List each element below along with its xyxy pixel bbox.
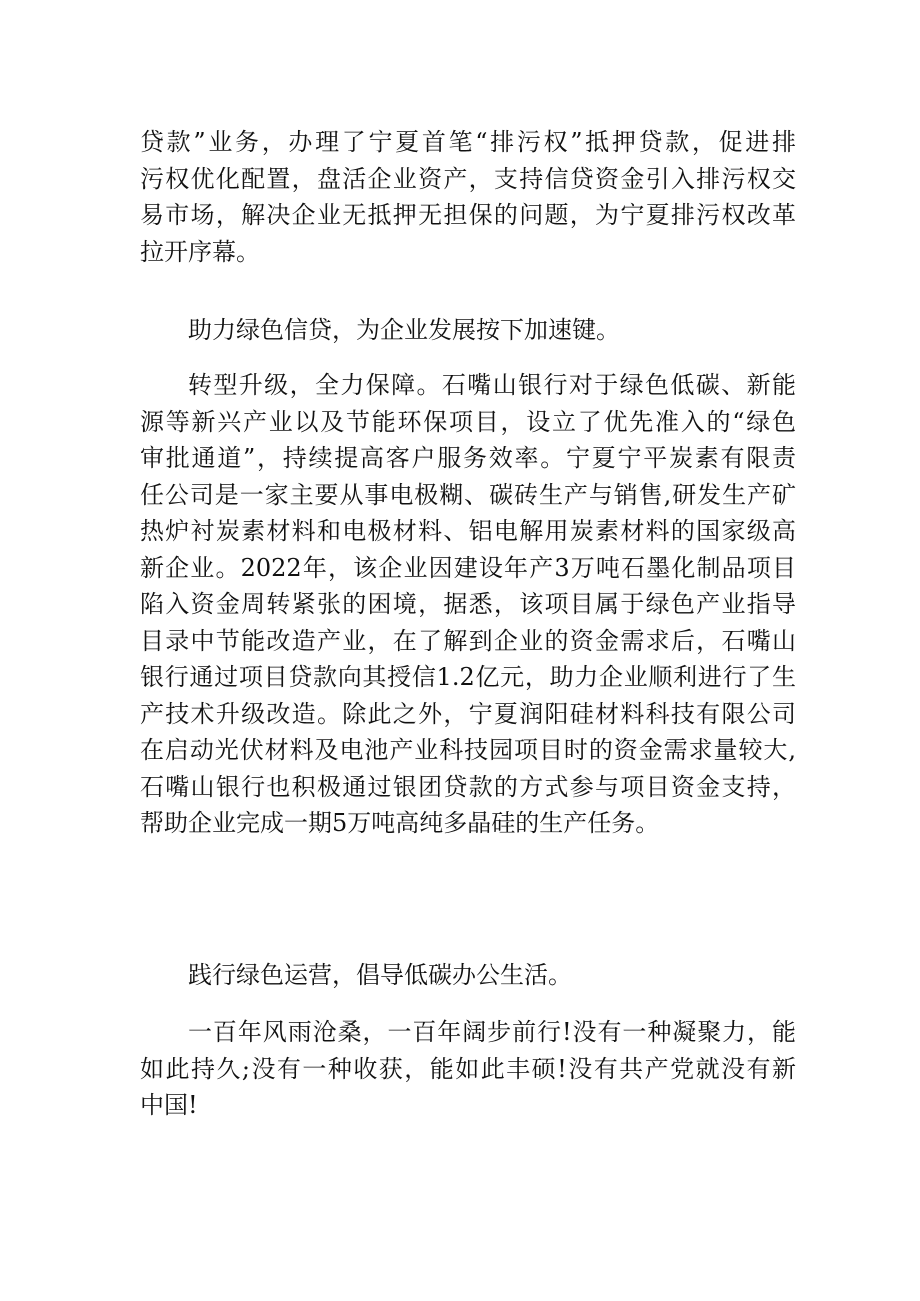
paragraph-line: 践行绿色运营，倡导低碳办公生活。 [188, 961, 572, 989]
paragraph-line: 易市场，解决企业无抵押无担保的问题，为宁夏排污权改革 [140, 201, 796, 229]
paragraph-line: 石嘴山银行也积极通过银团贷款的方式参与项目资金支持， [140, 772, 796, 801]
paragraph-line: 产技术升级改造。除此之外，宁夏润阳硅材料科技有限公司 [140, 699, 796, 728]
paragraph-4 [140, 957, 796, 994]
paragraph-line: 转型升级，全力保障。石嘴山银行对于绿色低碳、新能 [188, 371, 796, 399]
paragraph-line: 贷款”业务，办理了宁夏首笔“排污权”抵押贷款，促进排 [140, 128, 796, 156]
paragraph-5 [140, 1014, 796, 1124]
paragraph-1 [140, 124, 796, 270]
paragraph-line: 在启动光伏材料及电池产业科技园项目时的资金需求量较大, [140, 736, 796, 764]
paragraph-line: 助力绿色信贷，为企业发展按下加速键。 [188, 316, 620, 344]
paragraph-2 [140, 312, 796, 349]
paragraph-line: 污权优化配置，盘活企业资产，支持信贷资金引入排污权交 [140, 164, 796, 193]
paragraph-line: 一百年风雨沧桑，一百年阔步前行!没有一种凝聚力，能 [188, 1018, 796, 1046]
paragraph-3 [140, 367, 796, 842]
paragraph-line: 拉开序幕。 [140, 237, 260, 266]
paragraph-line: 热炉衬炭素材料和电极材料、铝电解用炭素材料的国家级高 [140, 517, 796, 545]
paragraph-line: 银行通过项目贷款向其授信1.2亿元，助力企业顺利进行了生 [140, 663, 796, 691]
paragraph-line: 中国! [140, 1091, 198, 1119]
paragraph-line: 陷入资金周转紧张的困境，据悉，该项目属于绿色产业指导 [140, 590, 796, 618]
paragraph-line: 任公司是一家主要从事电极糊、碳砖生产与销售,研发生产矿 [140, 480, 796, 509]
paragraph-line: 源等新兴产业以及节能环保项目，设立了优先准入的“绿色 [140, 407, 796, 436]
paragraph-line: 审批通道”，持续提高客户服务效率。宁夏宁平炭素有限责 [140, 444, 796, 472]
paragraph-line: 如此持久;没有一种收获，能如此丰硕!没有共产党就没有新 [140, 1054, 796, 1083]
paragraph-line: 新企业。2022年，该企业因建设年产3万吨石墨化制品项目 [140, 553, 796, 582]
paragraph-line: 帮助企业完成一期5万吨高纯多晶硅的生产任务。 [140, 809, 660, 837]
paragraph-line: 目录中节能改造产业，在了解到企业的资金需求后，石嘴山 [140, 626, 796, 655]
